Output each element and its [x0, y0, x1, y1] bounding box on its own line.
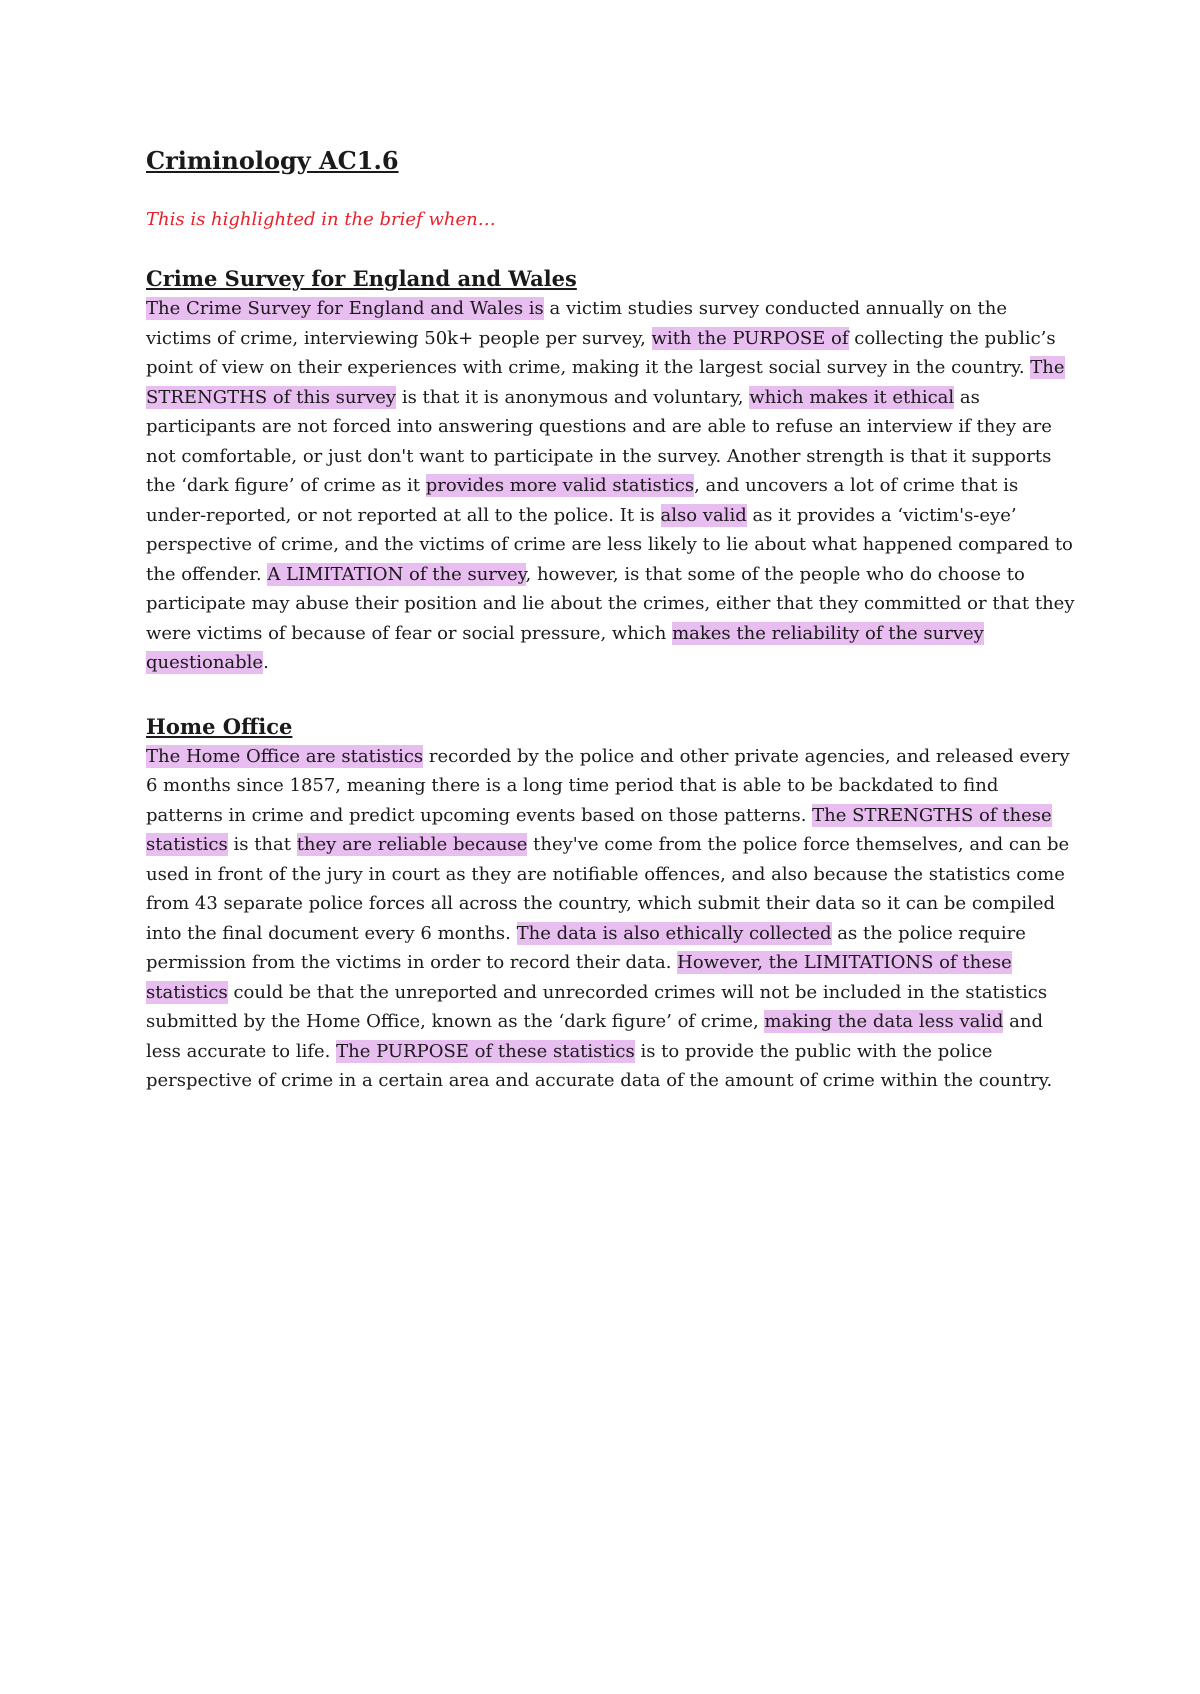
text-run: a victim studies survey conducted annually on the victims of crime, interviewing 50k+ people per survey, — [146, 298, 1007, 349]
text-run: , and uncovers a lot of crime that is under-reported, or not reported at all to the police. It is — [146, 475, 1019, 526]
highlighted-phrase: The data is also ethically collected — [516, 922, 832, 944]
intro-note: This is highlighted in the brief when… — [146, 209, 496, 230]
section-heading-home-office: Home Office — [146, 713, 293, 739]
highlighted-phrase: which makes it ethical — [749, 386, 955, 408]
text-run: is that it is anonymous and voluntary, — [396, 386, 750, 408]
highlighted-phrase: makes the reliability of the survey questionable — [146, 622, 984, 673]
section-paragraph-crime-survey — [146, 294, 1076, 678]
text-run: and less accurate to life. — [146, 1011, 1043, 1062]
text-run: is to provide the public with the police perspective of crime in a certain area and accurate data of the amount of crime within the country. — [146, 1040, 1053, 1091]
highlighted-phrase: The Home Office are statistics — [146, 745, 424, 767]
section-heading-crime-survey: Crime Survey for England and Wales — [146, 266, 577, 291]
document-body — [146, 146, 1076, 1096]
highlighted-phrase: A LIMITATION of the survey — [267, 563, 526, 585]
section-paragraph-home-office — [146, 742, 1076, 1096]
text-run: as participants are not forced into answering questions and are able to refuse an interview if they are not comfortable, or just don't want to participate in the survey. Another strength is that it supports the ‘dark figure’ of crime as it — [146, 386, 1052, 496]
text-run: they've come from the police force themselves, and can be used in front of the jury in court as they are notifiable offences, and also because the statistics come from 43 separate police forces all across the country, which submit their data so it can be compiled into the final document every 6 months. — [146, 834, 1070, 944]
highlighted-phrase: However, the LIMITATIONS of these statistics — [146, 952, 1012, 1003]
text-run: as the police require permission from the victims in order to record their data. — [146, 922, 1026, 973]
text-run: as it provides a ‘victim's-eye’ perspective of crime, and the victims of crime are less likely to lie about what happened compared to the offender. — [146, 504, 1073, 585]
highlighted-phrase: with the PURPOSE of — [651, 327, 849, 349]
text-run: is that — [227, 834, 297, 855]
text-run: , however, is that some of the people who do choose to participate may abuse their position and lie about the crimes, either that they committed or that they were victims of because of fear or social pressure, which — [146, 563, 1075, 644]
highlighted-phrase: they are reliable because — [296, 834, 528, 855]
highlighted-phrase: The STRENGTHS of these statistics — [146, 804, 1052, 855]
highlighted-phrase: making the data less valid — [764, 1011, 1004, 1032]
highlighted-phrase: also valid — [660, 504, 747, 526]
text-run: recorded by the police and other private agencies, and released every 6 months since 1857, meaning there is a long time period that is able to be backdated to find patterns in crime and predict upcoming events based on those patterns. — [146, 745, 1070, 826]
highlighted-phrase: provides more valid statistics — [425, 475, 695, 496]
highlighted-phrase: The STRENGTHS of this survey — [146, 357, 1065, 408]
text-run: could be that the unreported and unrecorded crimes will not be included in the statistics submitted by the Home Office, known as the ‘dark figure’ of crime, — [146, 981, 1048, 1032]
highlighted-phrase: The Crime Survey for England and Wales is — [146, 298, 544, 319]
text-run: collecting the public’s point of view on their experiences with crime, making it the largest social survey in the country. — [146, 327, 1056, 378]
highlighted-phrase: The PURPOSE of these statistics — [336, 1040, 635, 1062]
text-run: . — [263, 652, 269, 673]
document-title: Criminology AC1.6 — [146, 146, 399, 175]
